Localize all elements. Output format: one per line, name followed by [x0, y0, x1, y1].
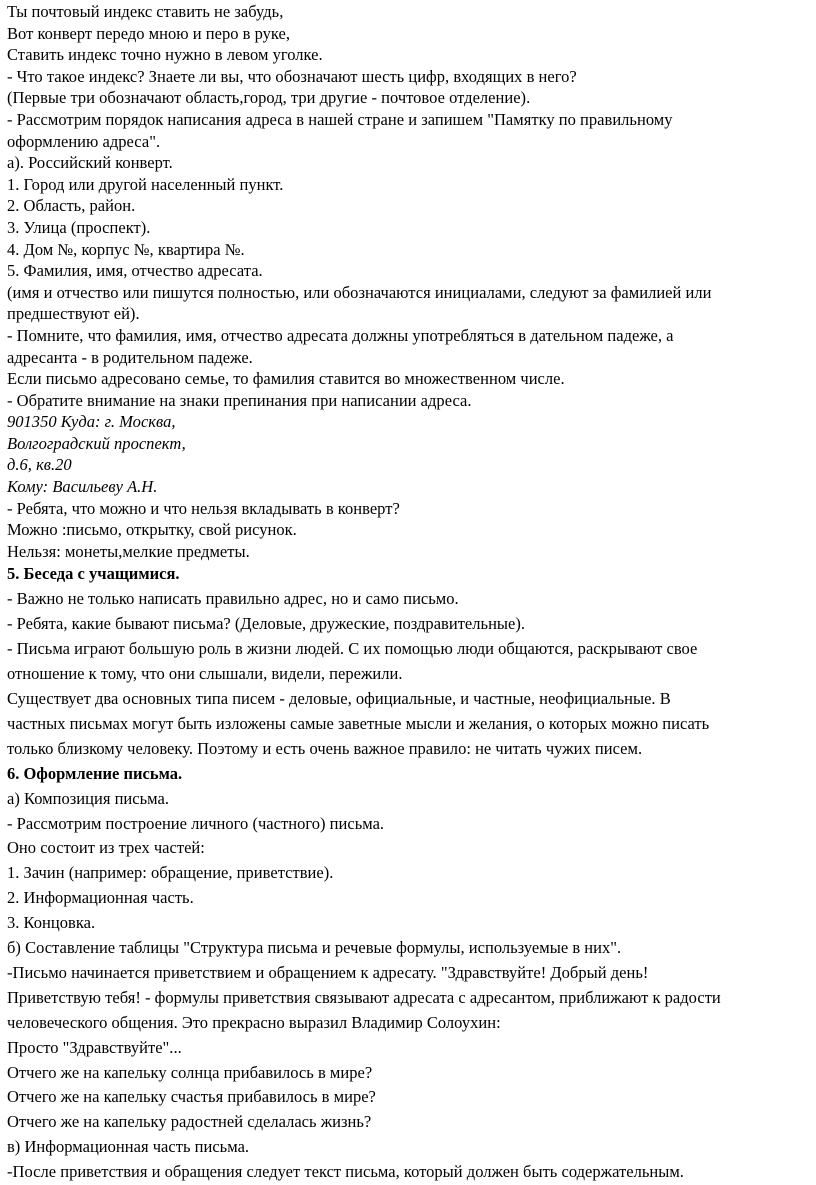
envelope-lines [7, 498, 812, 563]
text-line: - Рассмотрим построение личного (частного) письма. [7, 813, 385, 833]
text-line: только близкому человеку. Поэтому и есть очень важное правило: не читать чужих писем. [7, 738, 643, 758]
text-line: а) Композиция письма. [7, 788, 170, 808]
text-line: человеческого общения. Это прекрасно выразил Владимир Солоухин: [7, 1012, 501, 1032]
text-line: оформлению адреса". [7, 131, 161, 151]
text-line: - Ребята, что можно и что нельзя вкладывать в конверт? [7, 498, 400, 518]
text-line: д.6, кв.20 [7, 455, 72, 475]
text-line: 2. Информационная часть. [7, 888, 194, 908]
text-line: Отчего же на капельку радостней сделалась жизнь? [7, 1112, 372, 1132]
intro-section [7, 0, 812, 562]
text-line: б) Составление таблицы "Структура письма и речевые формулы, используемые в них". [7, 938, 622, 958]
text-line: Приветствую тебя! - формулы приветствия связывают адресата с адресантом, приближают к радости [7, 987, 721, 1007]
text-line: - Письма играют большую роль в жизни людей. С их помощью люди общаются, раскрывают свое [7, 639, 698, 659]
text-line: Нельзя: монеты,мелкие предметы. [7, 541, 250, 561]
text-line: Ставить индекс точно нужно в левом уголке. [7, 45, 323, 65]
intro-lines [7, 1, 812, 411]
text-line: Волгоградский проспект, [7, 433, 186, 453]
text-line: Ты почтовый индекс ставить не забудь, [7, 2, 284, 21]
text-line: Отчего же на капельку счастья прибавилось в мире? [7, 1087, 376, 1107]
text-line: 901350 Куда: г. Москва, [7, 412, 176, 432]
text-line: (Первые три обозначают область,город, три другие - почтовое отделение). [7, 88, 531, 108]
text-line: 3. Улица (проспект). [7, 217, 151, 237]
text-line: - Что такое индекс? Знаете ли вы, что обозначают шесть цифр, входящих в него? [7, 66, 577, 86]
text-line: -После приветствия и обращения следует текст письма, который должен быть содержательным. [7, 1162, 684, 1182]
text-line: 1. Город или другой населенный пункт. [7, 174, 284, 194]
text-line: Вот конверт передо мною и перо в руке, [7, 23, 291, 43]
text-line: Отчего же на капельку солнца прибавилось в мире? [7, 1062, 373, 1082]
text-line: - Ребята, какие бывают письма? (Деловые, дружеские, поздравительные). [7, 614, 526, 634]
text-line: частных письмах могут быть изложены самые заветные мысли и желания, о которых можно писать [7, 713, 710, 733]
text-line: -Письмо начинается приветствием и обращением к адресату. "Здравствуйте! Добрый день! [7, 962, 649, 982]
text-line: отношение к тому, что они слышали, видели, пережили. [7, 664, 403, 684]
text-line: Можно :письмо, открытку, свой рисунок. [7, 520, 297, 540]
text-line: предшествуют ей). [7, 304, 140, 324]
text-line: Оно состоит из трех частей: [7, 838, 205, 858]
section6-lines [7, 787, 812, 1185]
text-line: - Обратите внимание на знаки препинания при написании адреса. [7, 390, 472, 410]
text-line: адресанта - в родительном падеже. [7, 347, 253, 367]
text-line: а). Российский конверт. [7, 153, 173, 173]
conversation-section [7, 562, 812, 1185]
section5-heading: 5. Беседа с учащимися. [7, 564, 180, 584]
text-line: в) Информационная часть письма. [7, 1137, 250, 1157]
text-line: Просто "Здравствуйте"... [7, 1037, 182, 1057]
section6-heading: 6. Оформление письма. [7, 763, 183, 783]
text-line: Существует два основных типа писем - деловые, официальные, и частные, неофициальные. В [7, 688, 671, 708]
text-line: 4. Дом №, корпус №, квартира №. [7, 239, 245, 259]
text-line: Кому: Васильеву А.Н. [7, 477, 158, 497]
text-line: 3. Концовка. [7, 913, 96, 933]
text-line: 1. Зачин (например: обращение, приветствие). [7, 863, 334, 883]
address-example [7, 411, 812, 497]
section5-lines [7, 587, 812, 761]
text-line: - Рассмотрим порядок написания адреса в нашей стране и запишем "Памятку по правильному [7, 109, 673, 129]
text-line: (имя и отчество или пишутся полностью, или обозначаются инициалами, следуют за фамилией или [7, 282, 712, 302]
text-line: 2. Область, район. [7, 196, 136, 216]
text-line: 5. Фамилия, имя, отчество адресата. [7, 261, 263, 281]
text-line: - Помните, что фамилия, имя, отчество адресата должны употребляться в дательном падеже, а [7, 325, 674, 345]
text-line: - Важно не только написать правильно адрес, но и само письмо. [7, 589, 459, 609]
text-line: Если письмо адресовано семье, то фамилия ставится во множественном числе. [7, 369, 565, 389]
